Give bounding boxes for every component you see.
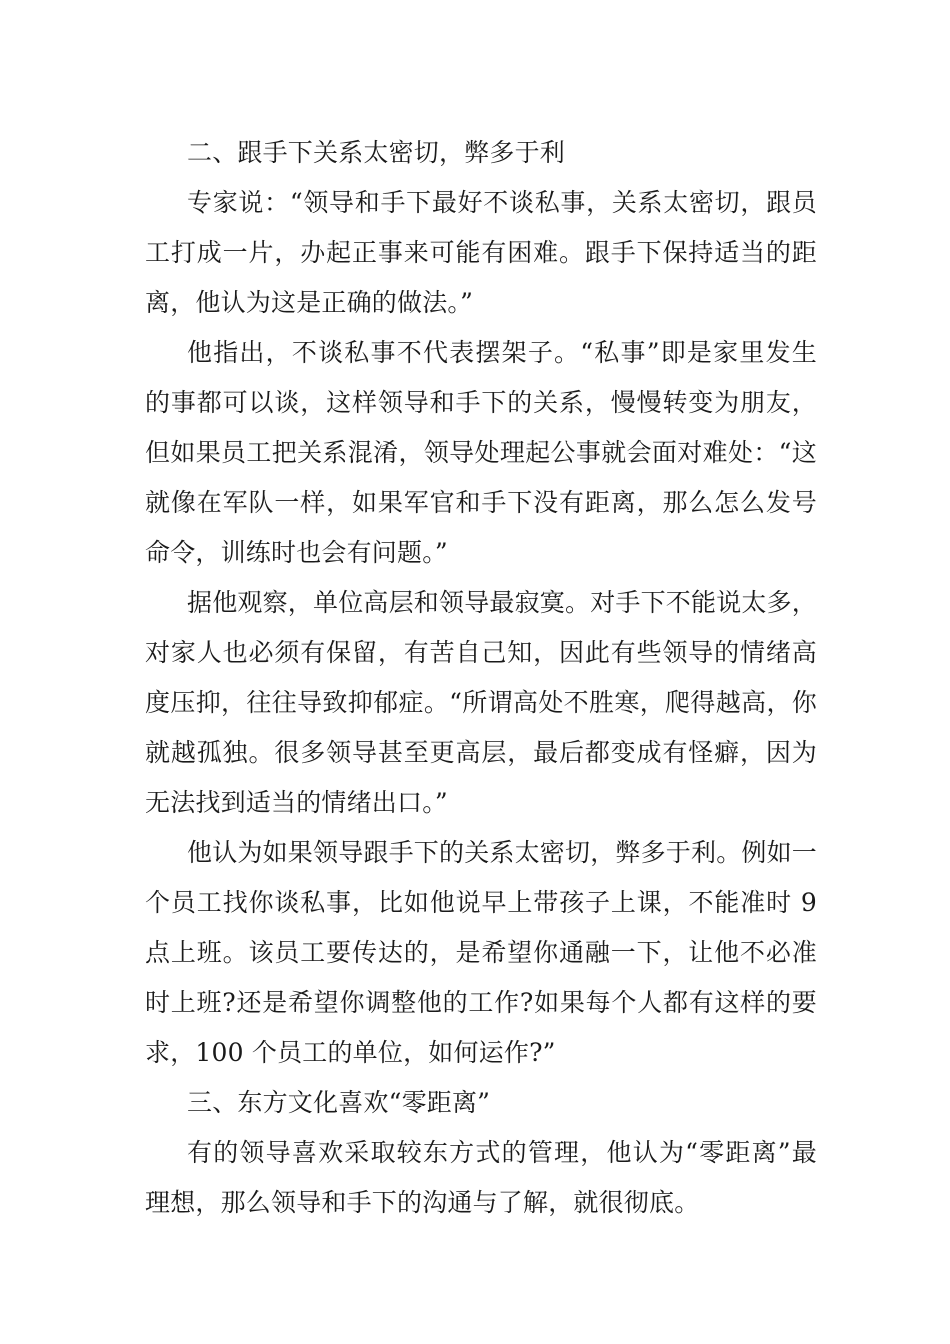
- document-body: [145, 128, 817, 1228]
- paragraph-loneliness: 据他观察，单位高层和领导最寂寞。对手下不能说太多，对家人也必须有保留，有苦自己知，因此有些领导的情绪高度压抑，往往导致抑郁症。“所谓高处不胜寒，爬得越高，你就越孤独。很多领导甚至更高层，最后都变成有怪癖，因为无法找到适当的情绪出口。”: [145, 588, 818, 817]
- section-heading-3: 三、东方文化喜欢“零距离”: [187, 1088, 491, 1117]
- paragraph-example: 他认为如果领导跟手下的关系太密切，弊多于利。例如一个员工找你谈私事，比如他说早上带孩子上课，不能准时 9 点上班。该员工要传达的，是希望你通融一下，让他不必准时上班?还是希望你调整他的工作?如果每个人都有这样的要求，100 个员工的单位，如何运作?”: [145, 838, 818, 1067]
- paragraph-expert-quote: 专家说：“领导和手下最好不谈私事，关系太密切，跟员工打成一片，办起正事来可能有困难。跟手下保持适当的距离，他认为这是正确的做法。”: [145, 188, 817, 317]
- paragraph-zero-distance: 有的领导喜欢采取较东方式的管理，他认为“零距离”最理想，那么领导和手下的沟通与了解，就很彻底。: [145, 1138, 817, 1217]
- paragraph-private-matters: 他指出，不谈私事不代表摆架子。“私事”即是家里发生的事都可以谈，这样领导和手下的关系，慢慢转变为朋友，但如果员工把关系混淆，领导处理起公事就会面对难处：“这就像在军队一样，如果军官和手下没有距离，那么怎么发号命令，训练时也会有问题。”: [145, 338, 817, 567]
- section-heading-2: 二、跟手下关系太密切，弊多于利: [187, 138, 566, 167]
